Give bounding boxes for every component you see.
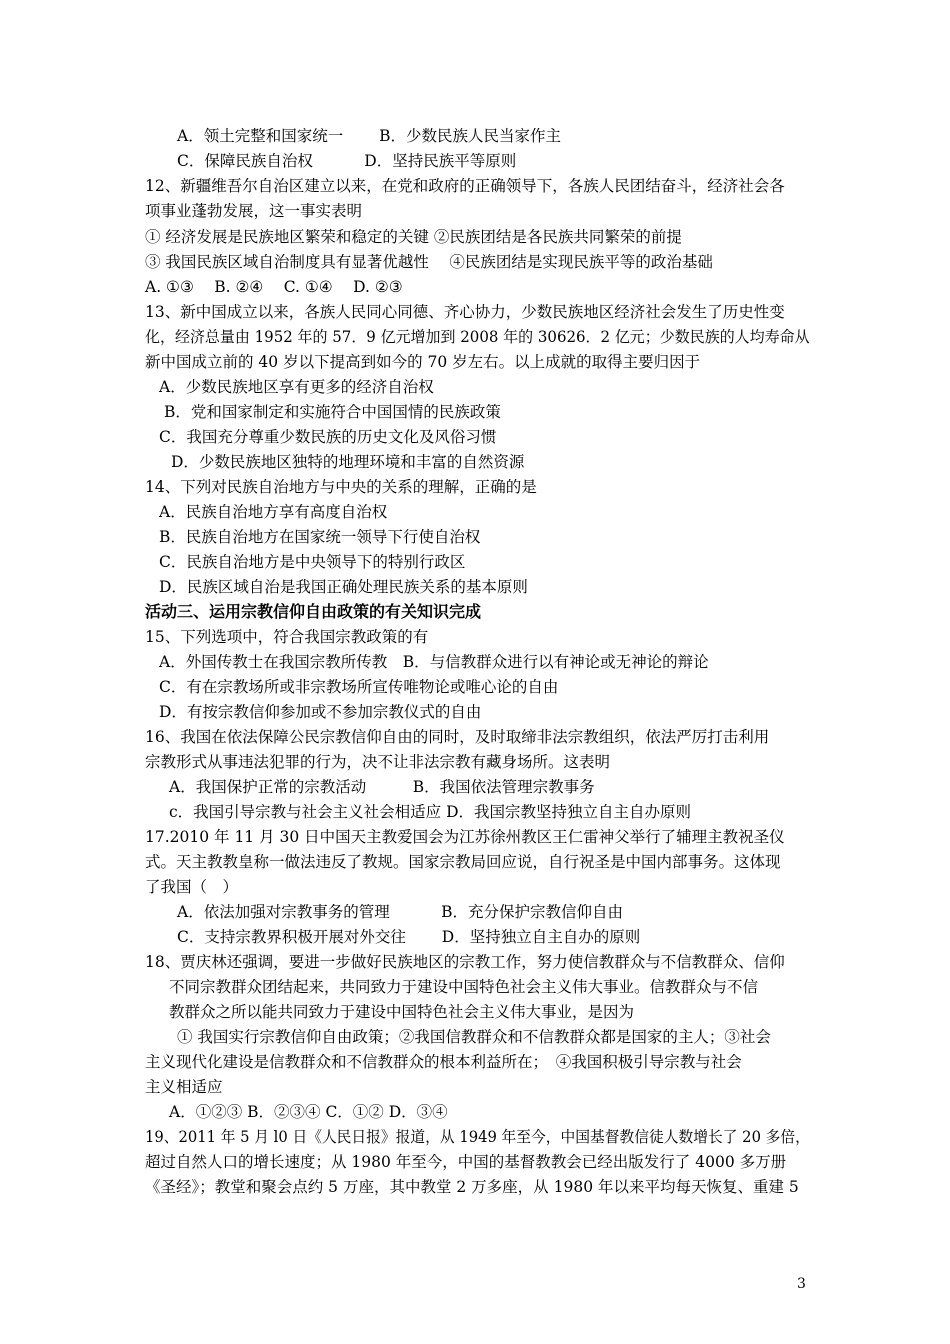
option-line: A．少数民族地区享有更多的经济自治权 — [159, 378, 434, 396]
statement-line: ① 我国实行宗教信仰自由政策；②我国信教群众和不信教群众都是国家的主人；③社会 — [177, 1028, 771, 1046]
question-text: 宗教形式从事违法犯罪的行为，决不让非法宗教有藏身场所。这表明 — [145, 753, 611, 771]
option-line: B．民族自治地方在国家统一领导下行使自治权 — [159, 528, 481, 546]
option-line: c．我国引导宗教与社会主义社会相适应 D．我国宗教坚持独立自主自办原则 — [169, 803, 692, 821]
question-text: 教群众之所以能共同致力于建设中国特色社会主义伟大事业，是因为 — [169, 1003, 635, 1021]
question-text: 超过自然人口的增长速度；从 1980 年至今，中国的基督教教会已经出版发行了 4000 多万册 — [145, 1153, 787, 1171]
option-line: C．我国充分尊重少数民族的历史文化及风俗习惯 — [159, 428, 497, 446]
section-heading: 活动三、运用宗教信仰自由政策的有关知识完成 — [145, 602, 482, 621]
question-14: 14、下列对民族自治地方与中央的关系的理解，正确的是 — [145, 478, 537, 496]
option-line: C．支持宗教界积极开展对外交往 D．坚持独立自主自办的原则 — [177, 928, 641, 946]
question-16: 16、我国在依法保障公民宗教信仰自由的同时，及时取缔非法宗教组织，依法严厉打击利用 — [145, 728, 770, 746]
question-text: 式。天主教教皇称一做法违反了教规。国家宗教局回应说，自行祝圣是中国内部事务。这体现 — [145, 853, 781, 871]
question-text: 化，经济总量由 1952 年的 57．9 亿元增加到 2008 年的 30626．2 亿元；少数民族的人均寿命从 — [145, 328, 810, 346]
question-text: 项事业蓬勃发展，这一事实表明 — [145, 202, 363, 220]
question-13: 13、新中国成立以来，各族人民同心同德、齐心协力，少数民族地区经济社会发生了历史性变 — [145, 303, 785, 321]
page-number: 3 — [797, 1276, 806, 1292]
question-17: 17.2010 年 11 月 30 日中国天主教爱国会为江苏徐州教区王仁雷神父举行了辅理主教祝圣仪 — [145, 828, 785, 846]
statement-line: ① 经济发展是民族地区繁荣和稳定的关键 ②民族团结是各民族共同繁荣的前提 — [145, 228, 682, 246]
option-line: C．民族自治地方是中央领导下的特别行政区 — [159, 553, 466, 571]
question-19: 19、2011 年 5 月 l0 日《人民日报》报道，从 1949 年至今，中国基督教信徒人数增长了 20 多倍， — [145, 1128, 810, 1146]
answer-options: A. ①③ B. ②④ C. ①④ D. ②③ — [145, 278, 403, 296]
option-line: D．有按宗教信仰参加或不参加宗教仪式的自由 — [159, 703, 482, 721]
statement-line: 主义相适应 — [145, 1078, 223, 1096]
option-line: A．依法加强对宗教事务的管理 B．充分保护宗教信仰自由 — [177, 903, 624, 921]
statement-line: ③ 我国民族区域自治制度具有显著优越性 ④民族团结是实现民族平等的政治基础 — [145, 253, 713, 271]
option-line: D．民族区域自治是我国正确处理民族关系的基本原则 — [159, 578, 528, 596]
option-line: A．领土完整和国家统一 B．少数民族人民当家作主 — [177, 127, 562, 145]
question-12: 12、新疆维吾尔自治区建立以来，在党和政府的正确领导下，各族人民团结奋斗，经济社会各 — [145, 177, 785, 195]
option-line: A．外国传教士在我国宗教所传教 B．与信教群众进行以有神论或无神论的辩论 — [159, 653, 709, 671]
question-text: 新中国成立前的 40 岁以下提高到如今的 70 岁左右。以上成就的取得主要归因于 — [145, 353, 701, 371]
option-line: D．少数民族地区独特的地理环境和丰富的自然资源 — [171, 453, 525, 471]
option-line: A．我国保护正常的宗教活动 B．我国依法管理宗教事务 — [169, 778, 595, 796]
statement-line: 主义现代化建设是信教群众和不信教群众的根本利益所在； ④我国积极引导宗教与社会 — [145, 1053, 742, 1071]
option-line: B．党和国家制定和实施符合中国国情的民族政策 — [164, 403, 501, 421]
answer-options: A．①②③ B．②③④ C．①② D．③④ — [169, 1103, 448, 1121]
question-text: 了我国（ ） — [145, 878, 239, 896]
option-line: A．民族自治地方享有高度自治权 — [159, 503, 388, 521]
question-15: 15、下列选项中，符合我国宗教政策的有 — [145, 628, 429, 646]
option-line: C．有在宗教场所或非宗教场所宣传唯物论或唯心论的自由 — [159, 678, 559, 696]
question-18: 18、贾庆林还强调，要进一步做好民族地区的宗教工作，努力使信教群众与不信教群众、信仰 — [145, 953, 785, 971]
option-line: C．保障民族自治权 D．坚持民族平等原则 — [177, 152, 517, 170]
question-text: 不同宗教群众团结起来，共同致力于建设中国特色社会主义伟大事业。信教群众与不信 — [169, 978, 759, 996]
question-text: 《圣经》；教堂和聚会点约 5 万座，其中教堂 2 万多座，从 1980 年以来平均每天恢复、重建 5 — [145, 1178, 799, 1196]
